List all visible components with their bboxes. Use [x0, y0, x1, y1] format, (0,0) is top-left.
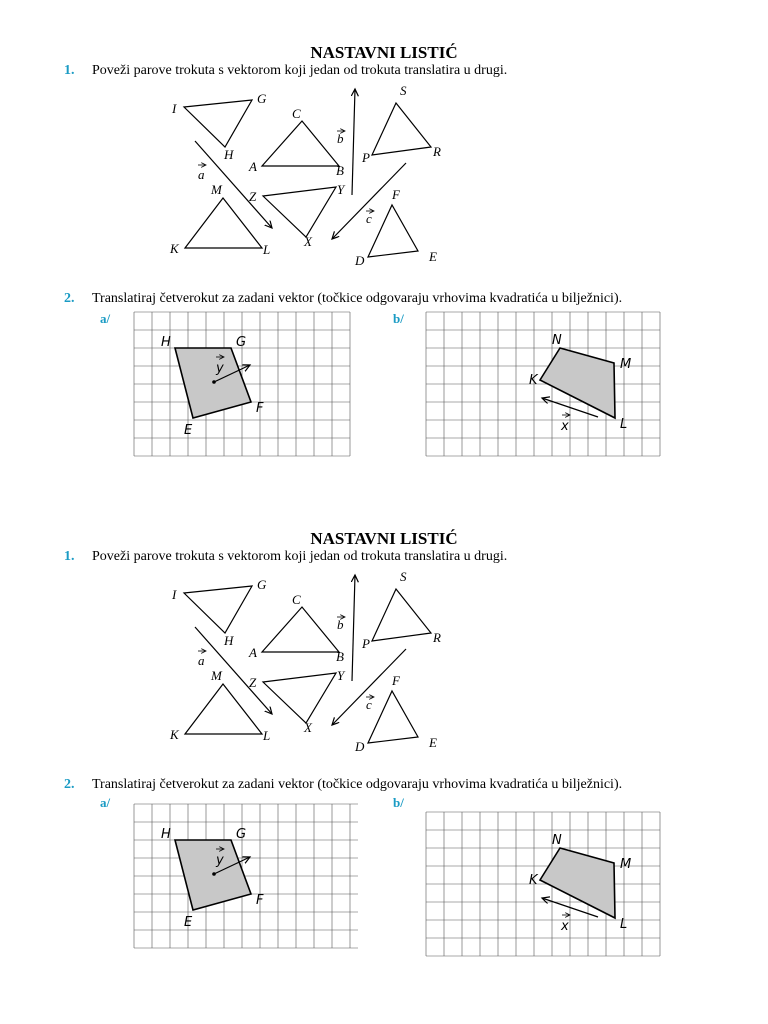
label-e: E	[429, 735, 437, 750]
label-vector-b: b	[337, 617, 344, 632]
quadrilateral-klmn	[540, 348, 615, 418]
label-h: H	[161, 827, 171, 842]
task-1	[64, 63, 507, 79]
label-z: Z	[249, 189, 257, 204]
label-l: L	[263, 242, 271, 257]
quadrilateral-klmn	[540, 848, 615, 918]
task-1	[64, 549, 507, 565]
label-h: H	[224, 147, 234, 162]
grid-lines	[134, 804, 358, 948]
triangle-zyx	[263, 673, 336, 723]
label-r: R	[433, 144, 441, 159]
task-2	[64, 777, 622, 793]
label-g: G	[236, 335, 247, 350]
label-vector-c: c	[366, 697, 372, 712]
task-number: 1.	[64, 63, 75, 78]
label-vector-a: a	[198, 167, 205, 182]
label-k: K	[170, 241, 179, 256]
triangle-klm	[185, 684, 262, 734]
label-l: L	[620, 917, 628, 932]
label-b: B	[336, 649, 344, 664]
label-vector-y: y	[216, 853, 224, 868]
triangles-figure	[160, 85, 460, 270]
triangle-prs	[372, 103, 431, 155]
triangle-zyx	[263, 187, 336, 237]
label-f: F	[256, 893, 264, 908]
part-a-label: a/	[100, 311, 111, 326]
label-d: D	[355, 739, 365, 754]
label-x: X	[304, 720, 312, 735]
label-f: F	[392, 187, 400, 202]
label-m: M	[211, 182, 222, 197]
grid-lines	[426, 312, 660, 456]
task-text: Poveži parove trokuta s vektorom koji jedan od trokuta translatira u drugi.	[92, 549, 508, 564]
grid-b	[426, 312, 660, 456]
vector-a	[195, 627, 272, 714]
label-g: G	[257, 577, 267, 592]
task-number: 2.	[64, 777, 75, 792]
triangles-figure	[160, 571, 460, 756]
part-b-label: b/	[393, 311, 404, 326]
label-g: G	[257, 91, 267, 106]
label-f: F	[256, 401, 264, 416]
label-vector-b: b	[337, 131, 344, 146]
label-c: C	[292, 106, 301, 121]
triangle-prs	[372, 589, 431, 641]
label-p: P	[362, 150, 370, 165]
label-vector-a: a	[198, 653, 205, 668]
grid-lines	[426, 812, 660, 956]
triangle-abc	[262, 607, 339, 652]
label-i: I	[172, 101, 177, 116]
label-h: H	[161, 335, 171, 350]
label-l: L	[263, 728, 271, 743]
grid-b	[426, 812, 660, 956]
label-c: C	[292, 592, 301, 607]
label-y: Y	[337, 182, 345, 197]
label-vector-x: x	[561, 419, 569, 434]
label-vector-x: x	[561, 919, 569, 934]
triangle-def	[368, 691, 418, 743]
label-k: K	[170, 727, 179, 742]
task-number: 1.	[64, 549, 75, 564]
label-n: N	[552, 333, 562, 348]
label-y: Y	[337, 668, 345, 683]
label-s: S	[400, 569, 407, 584]
label-x: X	[304, 234, 312, 249]
label-vector-y: y	[216, 361, 224, 376]
part-a-label: a/	[100, 795, 111, 810]
label-p: P	[362, 636, 370, 651]
task-2	[64, 291, 622, 307]
grid-a	[134, 312, 350, 456]
label-e: E	[184, 915, 193, 930]
label-b: B	[336, 163, 344, 178]
label-g: G	[236, 827, 247, 842]
label-r: R	[433, 630, 441, 645]
label-a: A	[249, 645, 257, 660]
task-text: Poveži parove trokuta s vektorom koji jedan od trokuta translatira u drugi.	[92, 63, 508, 78]
task-text: Translatiraj četverokut za zadani vektor (točkice odgovaraju vrhovima kvadratića u bilježnici).	[92, 291, 623, 306]
task-text: Translatiraj četverokut za zadani vektor (točkice odgovaraju vrhovima kvadratića u bilježnici).	[92, 777, 623, 792]
triangle-klm	[185, 198, 262, 248]
worksheet-title: NASTAVNI LISTIĆ	[310, 529, 458, 548]
label-i: I	[172, 587, 177, 602]
label-vector-c: c	[366, 211, 372, 226]
label-l: L	[620, 417, 628, 432]
task-number: 2.	[64, 291, 75, 306]
label-d: D	[355, 253, 365, 268]
label-m: M	[620, 857, 632, 872]
label-m: M	[211, 668, 222, 683]
vector-b	[352, 575, 355, 681]
part-b-label: b/	[393, 795, 404, 810]
label-s: S	[400, 83, 407, 98]
triangle-igh	[184, 100, 252, 147]
label-e: E	[429, 249, 437, 264]
grid-a	[134, 804, 358, 948]
vector-a	[195, 141, 272, 228]
vector-b	[352, 89, 355, 195]
label-k: K	[529, 373, 538, 388]
label-m: M	[620, 357, 632, 372]
triangle-igh	[184, 586, 252, 633]
label-k: K	[529, 873, 538, 888]
worksheet-title: NASTAVNI LISTIĆ	[310, 43, 458, 62]
label-f: F	[392, 673, 400, 688]
label-z: Z	[249, 675, 257, 690]
label-h: H	[224, 633, 234, 648]
label-e: E	[184, 423, 193, 438]
triangle-def	[368, 205, 418, 257]
label-n: N	[552, 833, 562, 848]
label-a: A	[249, 159, 257, 174]
triangle-abc	[262, 121, 339, 166]
